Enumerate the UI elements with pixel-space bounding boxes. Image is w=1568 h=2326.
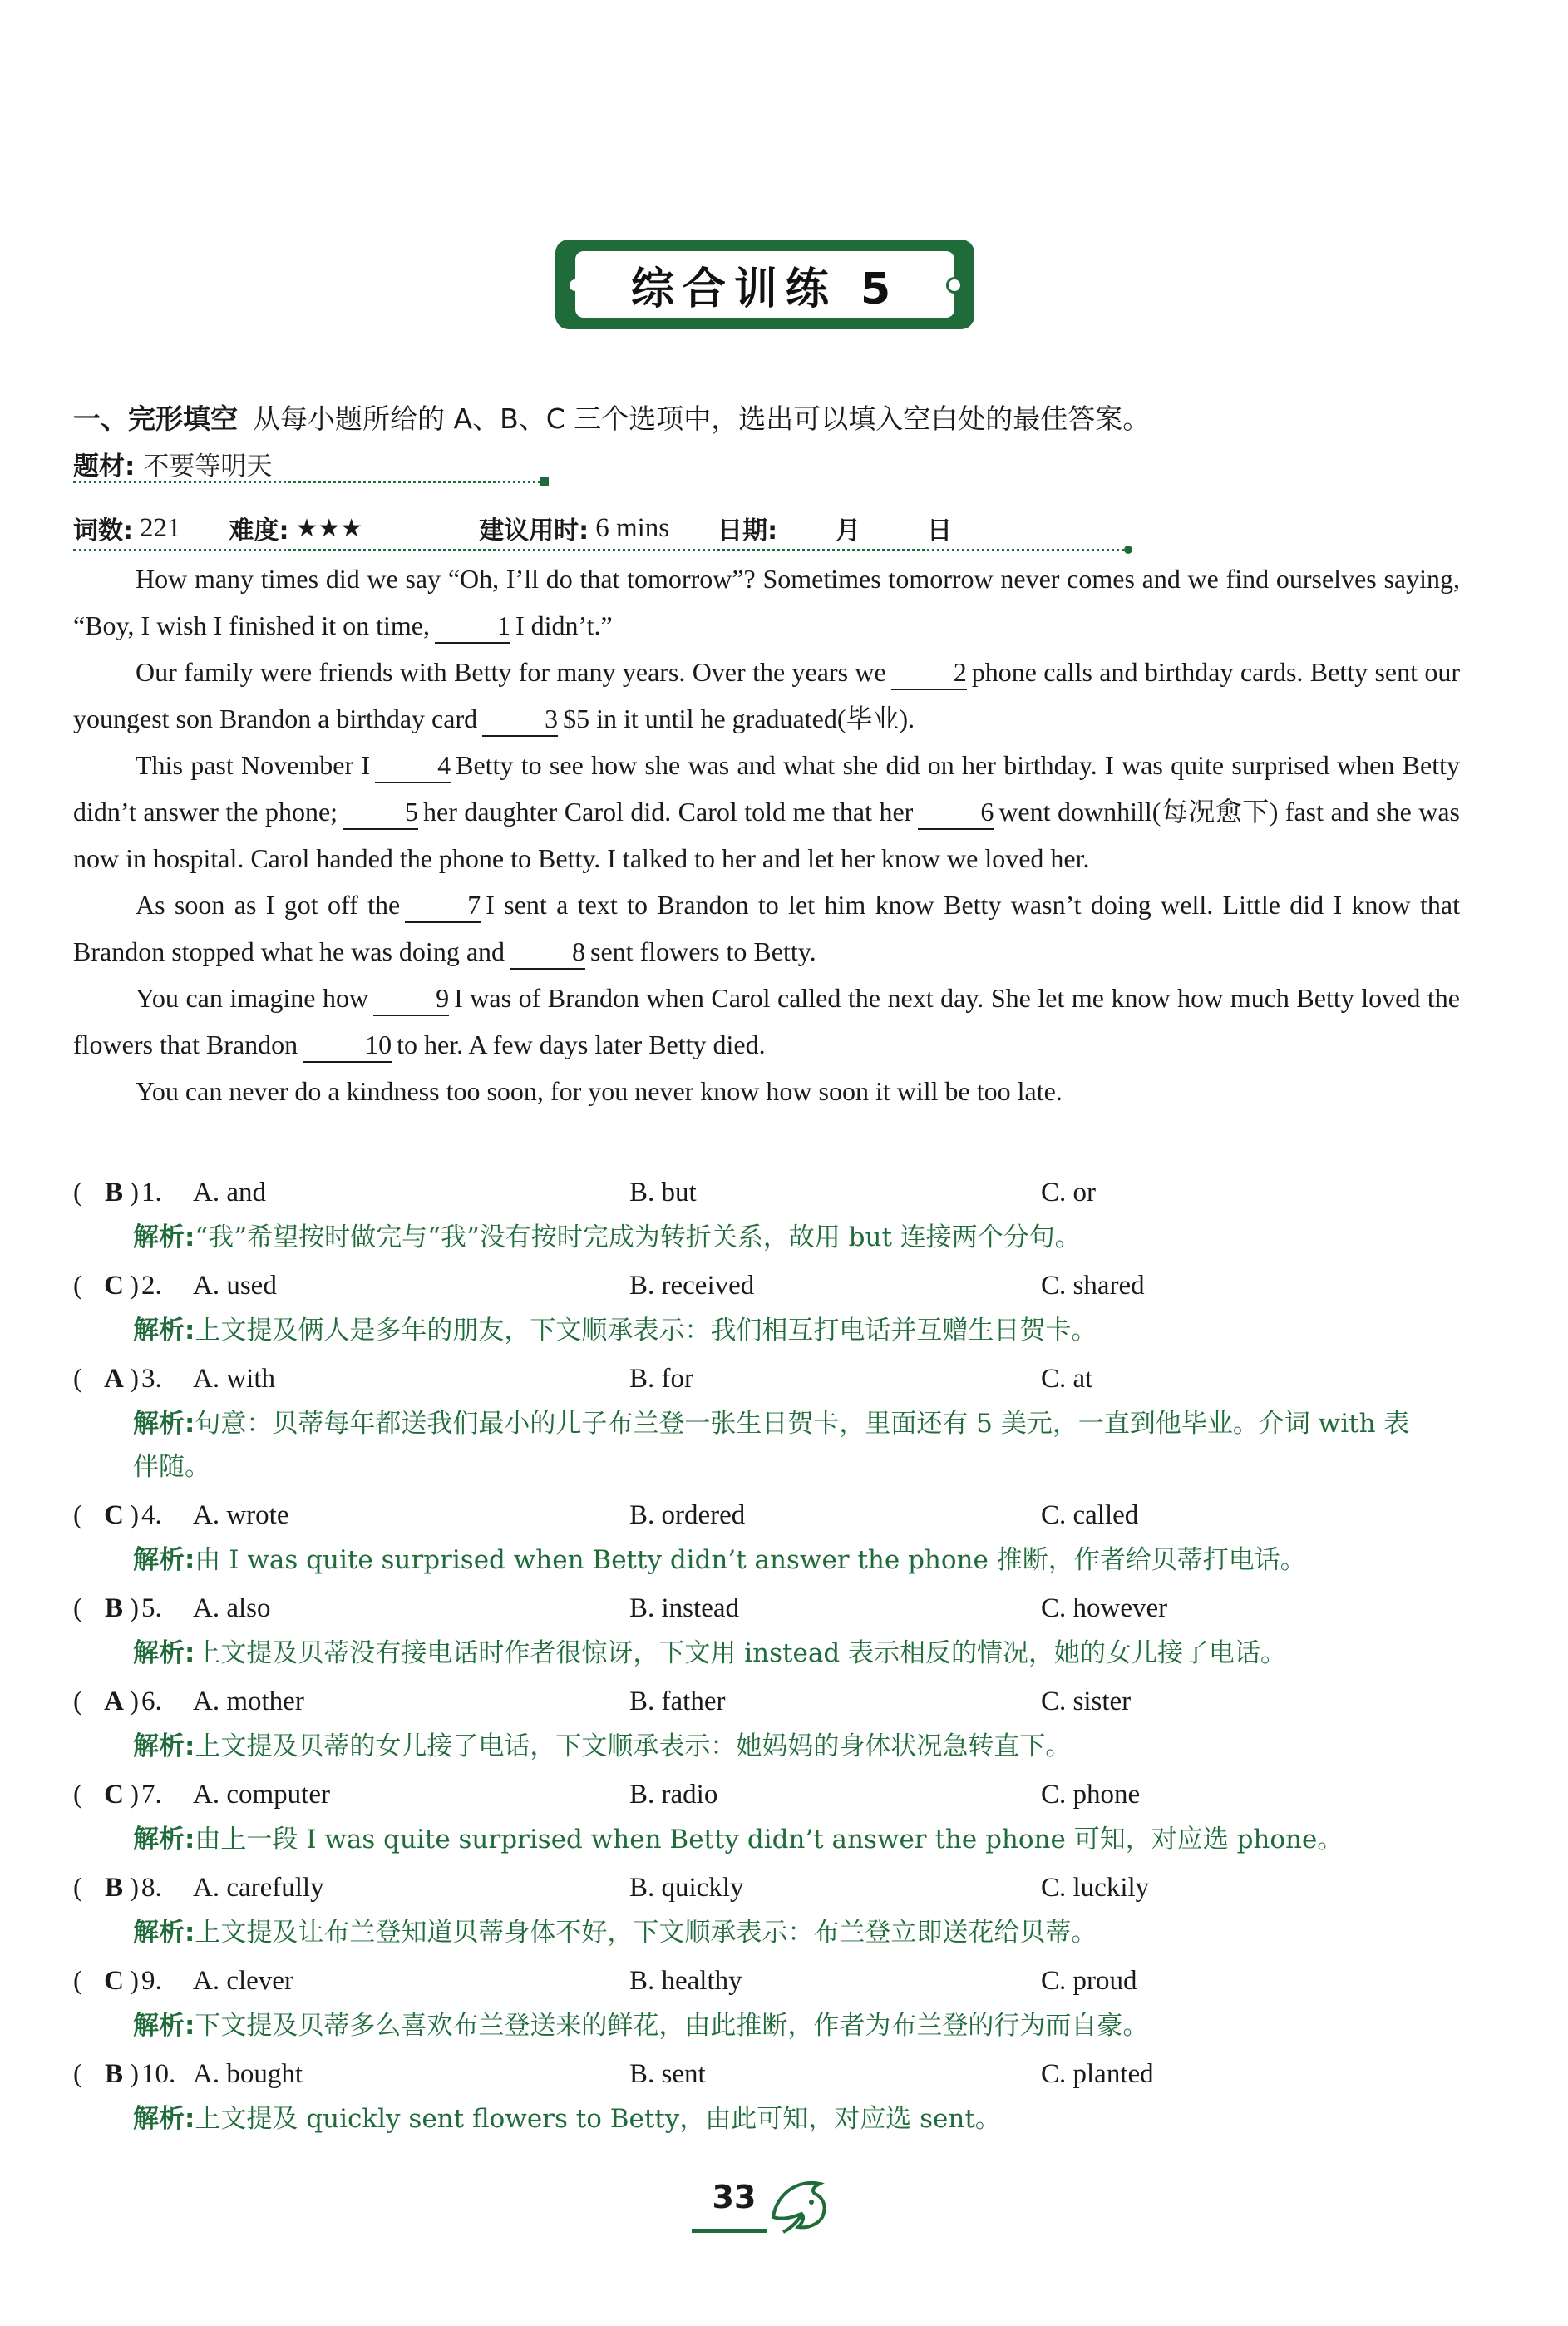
date-day: 日 (927, 516, 953, 546)
analysis-label: 解析: (133, 1731, 195, 1761)
analysis-text: 由上一段 I was quite surprised when Betty didn’t answer the phone 可知，对应选 phone。 (195, 1825, 1344, 1854)
analysis (73, 1725, 1487, 1771)
section-header (73, 398, 1150, 437)
answer-paren-open: ( (73, 1270, 82, 1301)
option-a: A. also (193, 1593, 271, 1623)
passage-text: $5 in it until he graduated(毕业). (563, 704, 915, 733)
answer-paren-open: ( (73, 1177, 82, 1207)
analysis-text: 句意：贝蒂每年都送我们最小的儿子布兰登一张生日贺卡，里面还有 5 美元，一直到他毕业。介词 with 表伴随。 (133, 1409, 1410, 1482)
analysis-text: 由 I was quite surprised when Betty didn’t answer the phone 推断，作者给贝蒂打电话。 (195, 1545, 1306, 1575)
answer-letter: B (104, 1593, 123, 1623)
answer-paren-open: ( (73, 1872, 82, 1903)
answer-paren-open: ( (73, 1779, 82, 1810)
answer-letter: A (104, 1686, 124, 1716)
passage-text: As soon as I got off the (136, 890, 401, 920)
difficulty-stars: ★★★ (295, 514, 363, 542)
answer-paren-close: ) (130, 1499, 139, 1530)
blank-9: 9 (373, 981, 449, 1016)
passage-paragraph (73, 882, 1460, 975)
blank-1: 1 (435, 609, 510, 644)
answer-paren-close: ) (130, 1593, 139, 1623)
question-row (73, 1169, 1487, 1216)
option-c: C. at (1041, 1363, 1093, 1394)
answer-paren-close: ) (130, 2058, 139, 2089)
option-b: B. quickly (629, 1872, 744, 1903)
info-divider (73, 549, 1129, 551)
blank-2: 2 (891, 655, 967, 690)
answer-paren-close: ) (130, 1686, 139, 1716)
question-row (73, 1585, 1487, 1632)
question-list (73, 1169, 1487, 2144)
topic-label: 题材: (73, 451, 136, 481)
difficulty-label: 难度: (229, 516, 289, 546)
blank-8: 8 (510, 935, 585, 970)
analysis (73, 2004, 1487, 2051)
blank-10: 10 (303, 1028, 392, 1063)
passage-text: phone calls and birthday cards. Betty sent our youngest son Brandon a birthday card (73, 657, 1461, 733)
question-number: 1. (141, 1177, 162, 1207)
analysis (73, 1402, 1487, 1492)
passage-paragraph (73, 556, 1460, 649)
question-row (73, 1958, 1487, 2004)
question-number: 7. (141, 1779, 162, 1810)
question-number: 5. (141, 1593, 162, 1623)
words-value: 221 (140, 512, 181, 543)
answer-paren-open: ( (73, 2058, 82, 2089)
analysis-text: 上文提及俩人是多年的朋友，下文顺承表示：我们相互打电话并互赠生日贺卡。 (195, 1316, 1097, 1346)
option-b: B. but (629, 1177, 697, 1207)
question-number: 3. (141, 1363, 162, 1394)
passage-paragraph (73, 975, 1460, 1068)
passage-text: Betty to see how she was and what she did on her birthday. I was quite surprised when Betty didn’t answer the phone; (73, 750, 1461, 827)
ring-right-icon (946, 277, 963, 294)
analysis (73, 1911, 1487, 1958)
question-number: 2. (141, 1270, 162, 1301)
dolphin-icon (765, 2169, 835, 2239)
question-row (73, 1356, 1487, 1402)
analysis-label: 解析: (133, 1409, 195, 1439)
question-row (73, 1678, 1487, 1725)
option-c: C. planted (1041, 2058, 1154, 2089)
option-b: B. radio (629, 1779, 718, 1810)
question-row (73, 1864, 1487, 1911)
question-row (73, 2051, 1487, 2097)
option-a: A. mother (193, 1686, 304, 1716)
option-a: A. clever (193, 1965, 293, 1996)
analysis-label: 解析: (133, 1545, 195, 1575)
option-a: A. with (193, 1363, 275, 1394)
option-a: A. carefully (193, 1872, 324, 1903)
passage-text: How many times did we say “Oh, I’ll do that tomorrow”? Sometimes tomorrow never comes and we find ourselves saying, “Boy, I wish I finished it on time, (73, 564, 1460, 640)
answer-letter: C (104, 1779, 124, 1810)
analysis-label: 解析: (133, 1825, 195, 1854)
passage-text: sent flowers to Betty. (590, 936, 816, 966)
topic-value: 不要等明天 (143, 451, 273, 481)
option-b: B. healthy (629, 1965, 742, 1996)
answer-paren-close: ) (130, 1965, 139, 1996)
answer-paren-close: ) (130, 1779, 139, 1810)
blank-5: 5 (343, 795, 418, 830)
answer-letter: A (104, 1363, 124, 1394)
option-c: C. sister (1041, 1686, 1132, 1716)
blank-4: 4 (375, 748, 451, 783)
question-number: 9. (141, 1965, 162, 1996)
passage-text: I sent a text to Brandon to let him know Betty wasn’t doing well. Little did I know that Brandon stopped what he was doing and (73, 890, 1461, 966)
option-c: C. phone (1041, 1779, 1141, 1810)
option-a: A. used (193, 1270, 277, 1301)
option-a: A. wrote (193, 1499, 289, 1530)
analysis (73, 1818, 1487, 1864)
passage (73, 556, 1460, 1114)
analysis-label: 解析: (133, 1316, 195, 1346)
passage-text: I didn’t.” (515, 610, 613, 640)
analysis (73, 1538, 1487, 1585)
answer-letter: B (104, 1872, 123, 1903)
analysis-text: 上文提及贝蒂没有接电话时作者很惊讶，下文用 instead 表示相反的情况，她的女儿接了电话。 (195, 1638, 1287, 1668)
answer-letter: C (104, 1270, 124, 1301)
info-divider-end-icon (1124, 546, 1132, 554)
page-number-rule (692, 2229, 767, 2233)
option-a: A. and (193, 1177, 266, 1207)
question-number: 4. (141, 1499, 162, 1530)
answer-paren-close: ) (130, 1270, 139, 1301)
section-instruction: 从每小题所给的 A、B、C 三个选项中，选出可以填入空白处的最佳答案。 (253, 402, 1151, 435)
answer-letter: C (104, 1499, 124, 1530)
analysis-label: 解析: (133, 1222, 195, 1252)
option-b: B. received (629, 1270, 755, 1301)
analysis-label: 解析: (133, 1638, 195, 1668)
analysis-label: 解析: (133, 2011, 195, 2041)
option-c: C. called (1041, 1499, 1139, 1530)
topic-line (73, 444, 547, 482)
passage-text: I was of Brandon when Carol called the next day. She let me know how much Betty loved the flowers that Brandon (73, 983, 1461, 1059)
option-b: B. sent (629, 2058, 706, 2089)
question-row (73, 1771, 1487, 1818)
option-c: C. luckily (1041, 1872, 1150, 1903)
question-number: 10. (141, 2058, 176, 2089)
answer-letter: C (104, 1965, 124, 1996)
option-c: C. proud (1041, 1965, 1137, 1996)
analysis-text: 上文提及让布兰登知道贝蒂身体不好，下文顺承表示：布兰登立即送花给贝蒂。 (195, 1918, 1097, 1948)
question-row (73, 1492, 1487, 1538)
divider-end-icon (540, 477, 549, 486)
info-line (73, 509, 1137, 547)
time-label: 建议用时: (479, 516, 589, 546)
option-b: B. for (629, 1363, 693, 1394)
option-a: A. bought (193, 2058, 303, 2089)
answer-paren-open: ( (73, 1363, 82, 1394)
option-c: C. however (1041, 1593, 1168, 1623)
option-c: C. shared (1041, 1270, 1145, 1301)
option-a: A. computer (193, 1779, 330, 1810)
passage-text: This past November I (136, 750, 371, 780)
option-b: B. instead (629, 1593, 739, 1623)
answer-paren-close: ) (130, 1177, 139, 1207)
analysis (73, 2097, 1487, 2144)
date-month: 月 (836, 516, 861, 546)
analysis-text: 下文提及贝蒂多么喜欢布兰登送来的鲜花，由此推断，作者为布兰登的行为而自豪。 (195, 2011, 1149, 2041)
analysis (73, 1309, 1487, 1356)
section-label: 一、完形填空 (73, 402, 238, 435)
passage-text: You can imagine how (136, 983, 369, 1013)
option-b: B. ordered (629, 1499, 746, 1530)
topic-divider (73, 481, 547, 483)
passage-paragraph (73, 742, 1460, 882)
answer-paren-open: ( (73, 1686, 82, 1716)
analysis-text: 上文提及贝蒂的女儿接了电话，下文顺承表示：她妈妈的身体状况急转直下。 (195, 1731, 1072, 1761)
blank-7: 7 (405, 888, 481, 923)
analysis (73, 1216, 1487, 1262)
passage-text: to her. A few days later Betty died. (397, 1030, 766, 1059)
page-number: 33 (712, 2179, 757, 2215)
passage-paragraph: You can never do a kindness too soon, for you never know how soon it will be too late. (136, 1076, 1063, 1106)
analysis-text: 上文提及 quickly sent flowers to Betty，由此可知，对应选 sent。 (195, 2104, 1001, 2134)
answer-paren-open: ( (73, 1499, 82, 1530)
analysis-label: 解析: (133, 2104, 195, 2134)
question-number: 8. (141, 1872, 162, 1903)
answer-paren-close: ) (130, 1872, 139, 1903)
title-plaque (555, 240, 974, 329)
question-row (73, 1262, 1487, 1309)
passage-text: Our family were friends with Betty for many years. Over the years we (136, 657, 886, 687)
passage-text: went downhill(每况愈下) fast and she was now in hospital. Carol handed the phone to Betty. I talked to her and let her know we loved her. (73, 797, 1460, 873)
analysis (73, 1632, 1487, 1678)
time-value: 6 mins (595, 512, 670, 543)
blank-6: 6 (918, 795, 994, 830)
blank-3: 3 (482, 702, 558, 737)
date-label: 日期: (717, 516, 778, 546)
question-number: 6. (141, 1686, 162, 1716)
analysis-text: “我”希望按时做完与“我”没有按时完成为转折关系，故用 but 连接两个分句。 (195, 1222, 1081, 1252)
analysis-label: 解析: (133, 1918, 195, 1948)
page-title: 综合训练 5 (630, 264, 900, 314)
passage-paragraph (73, 649, 1460, 742)
answer-letter: B (104, 1177, 123, 1207)
answer-paren-open: ( (73, 1965, 82, 1996)
answer-paren-close: ) (130, 1363, 139, 1394)
words-label: 词数: (73, 516, 133, 546)
option-c: C. or (1041, 1177, 1096, 1207)
answer-paren-open: ( (73, 1593, 82, 1623)
passage-text: her daughter Carol did. Carol told me that her (423, 797, 914, 827)
answer-letter: B (104, 2058, 123, 2089)
option-b: B. father (629, 1686, 726, 1716)
